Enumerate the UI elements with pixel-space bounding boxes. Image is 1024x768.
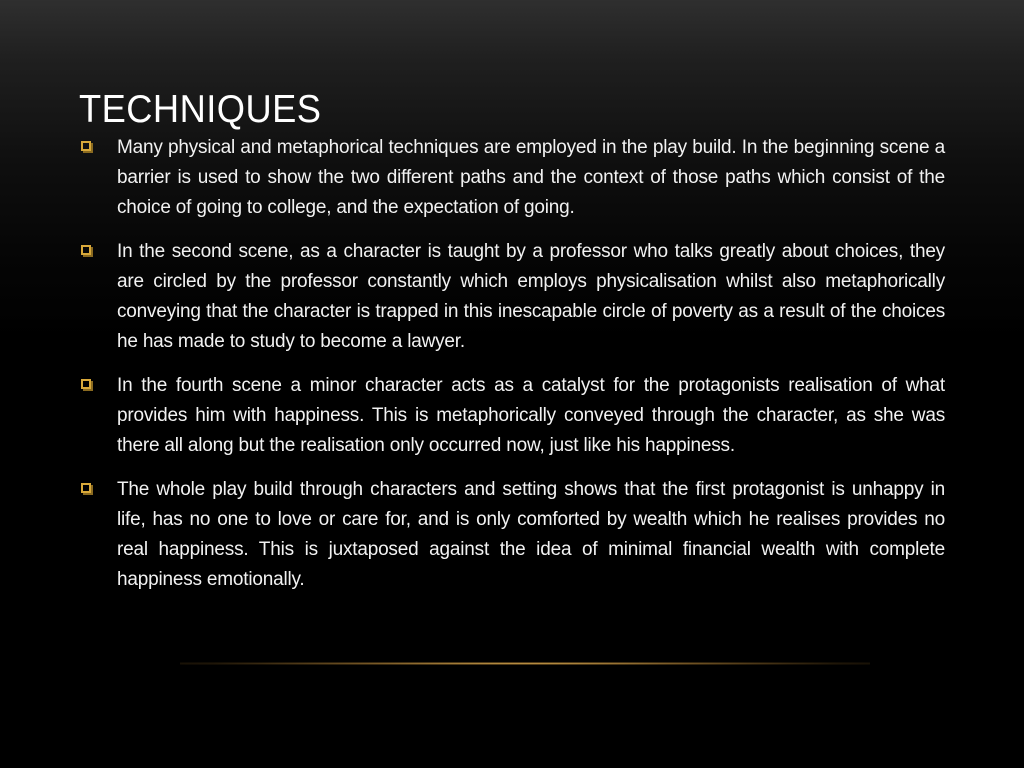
bullet-text: The whole play build through characters and setting shows that the first protagonist is unhappy in life, has no one to love or care for, and is only comforted by wealth which he realises provides no real happiness. This is juxtaposed against the idea of minimal financial wealth with complete happiness emotionally. bbox=[117, 479, 945, 590]
square-bullet-icon bbox=[81, 483, 91, 493]
bullet-text: Many physical and metaphorical techniques are employed in the play build. In the beginning scene a barrier is used to show the two different paths and the context of those paths which consist of the choice of going to college, and the expectation of going. bbox=[117, 137, 945, 218]
square-bullet-icon bbox=[81, 379, 91, 389]
square-bullet-icon bbox=[81, 245, 91, 255]
bullet-list bbox=[79, 133, 945, 609]
decorative-gold-rule bbox=[180, 662, 870, 665]
bullet-item bbox=[79, 371, 945, 461]
bullet-item bbox=[79, 475, 945, 595]
bullet-item bbox=[79, 237, 945, 357]
square-bullet-icon bbox=[81, 141, 91, 151]
bullet-text: In the second scene, as a character is taught by a professor who talks greatly about choices, they are circled by the professor constantly which employs physicalisation whilst also metaphorically conveying that the character is trapped in this inescapable circle of poverty as a result of the choices he has made to study to become a lawyer. bbox=[117, 241, 945, 352]
bullet-item bbox=[79, 133, 945, 223]
bullet-text: In the fourth scene a minor character acts as a catalyst for the protagonists realisation of what provides him with happiness. This is metaphorically conveyed through the character, as she was there all along but the realisation only occurred now, just like his happiness. bbox=[117, 375, 945, 456]
slide-title: TECHNIQUES bbox=[79, 88, 322, 131]
